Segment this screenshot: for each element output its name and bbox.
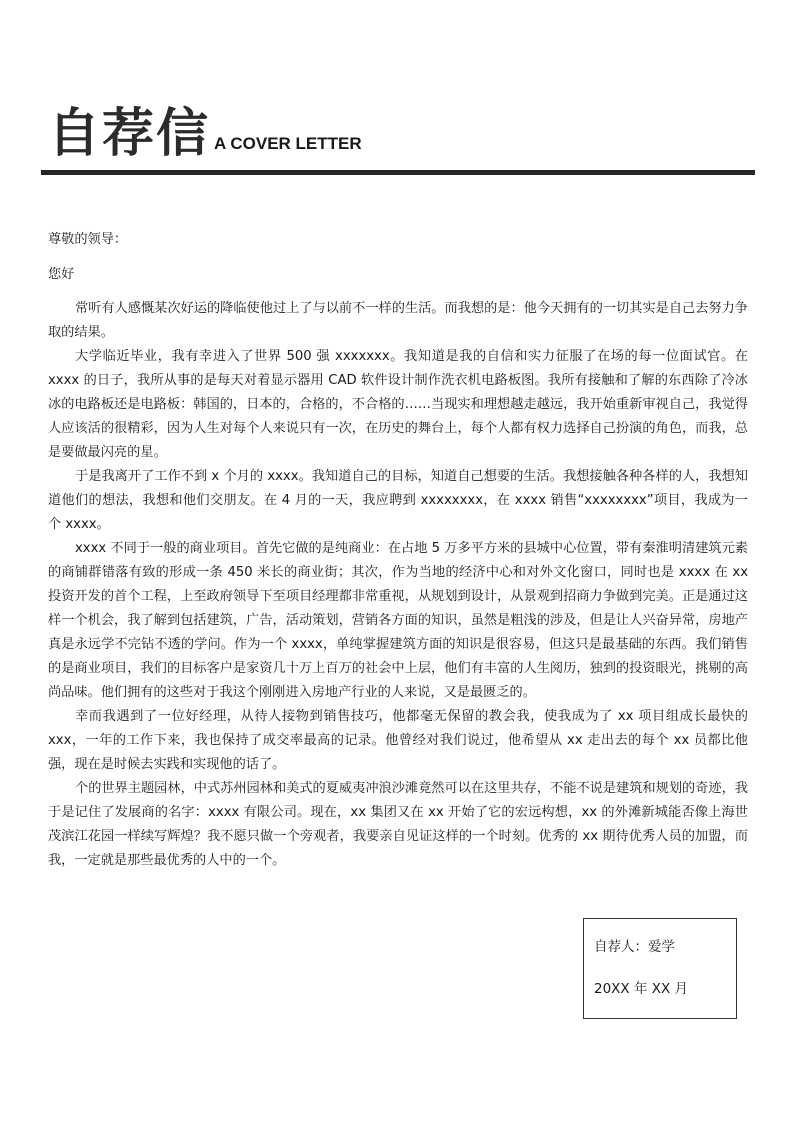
signature-name: 自荐人：爱学 xyxy=(594,939,675,955)
paragraph: xxxx 不同于一般的商业项目。首先它做的是纯商业：在占地 5 万多平方米的县城中心位置，带有秦淮明清建筑元素的商铺群错落有致的形成一条 450 米长的商业街；其次，作为当地的经济中心和对外文化窗口，同时也是 xxxx 在 xx 投资开发的首个工程，上至政府领导下至项目经理都非常重视，从规划到设计，从景观到招商力争做到完美。正是通过这样一个机会，我了解到包括建筑，广告，活动策划，营销各方面的知识，虽然是粗浅的涉及，但是让人兴奋异常，房地产真是永远学不完钻不透的学问。作为一个 xxxx，单纯掌握建筑方面的知识是很容易，但这只是最基础的东西。我们销售的是商业项目，我们的目标客户是家资几十万上百万的社会中上层，他们有丰富的人生阅历，独到的投资眼光，挑剔的高尚品味。他们拥有的这些对于我这个刚刚进入房地产行业的人来说，又是最匮乏的。 xyxy=(48,541,748,700)
header-divider xyxy=(41,170,755,175)
paragraph: 于是我离开了工作不到 x 个月的 xxxx。我知道自己的目标，知道自己想要的生活。我想接触各种各样的人，我想知道他们的想法，我想和他们交朋友。在 4 月的一天，我应聘到 xxxxxxxx，在 xxxx 销售“xxxxxxxx”项目，我成为一个 xxxx。 xyxy=(48,469,748,532)
paragraph: 个的世界主题园林，中式苏州园林和美式的夏威夷冲浪沙滩竟然可以在这里共存，不能不说是建筑和规划的奇迹，我于是记住了发展商的名字：xxxx 有限公司。现在，xx 集团又在 xx 开始了它的宏远构想，xx 的外滩新城能否像上海世茂滨江花园一样续写辉煌？我不愿只做一个旁观者，我要亲自见证这样的一个时刻。优秀的 xx 期待优秀人员的加盟，而我，一定就是那些最优秀的人中的一个。 xyxy=(48,781,748,868)
paragraph: 幸而我遇到了一位好经理，从待人接物到销售技巧，他都毫无保留的教会我，使我成为了 xx 项目组成长最快的 xxx，一年的工作下来，我也保持了成交率最高的记录。他曾经对我们说过，他希望从 xx 走出去的每个 xx 员都比他强，现在是时候去实践和实现他的话了。 xyxy=(48,709,748,772)
page-title: 自荐信 xyxy=(48,104,211,164)
greeting: 您好 xyxy=(48,267,75,282)
paragraph: 大学临近毕业，我有幸进入了世界 500 强 xxxxxxx。我知道是我的自信和实力征服了在场的每一位面试官。在 xxxx 的日子，我所从事的是每天对着显示器用 CAD 软件设计制作洗衣机电路板图。我所有接触和了解的东西除了冷冰冰的电路板还是电路板：韩国的，日本的，合格的，不合格的……当现实和理想越走越远，我开始重新审视自己，我觉得人应该活的很精彩，因为人生对每个人来说只有一次，在历史的舞台上，每个人都有权力选择自己扮演的角色，而我，总是要做最闪亮的星。 xyxy=(48,349,748,460)
signature-box xyxy=(583,918,737,1019)
letter-body xyxy=(48,228,748,873)
page-subtitle: A COVER LETTER xyxy=(214,134,362,153)
signature-date: 20XX 年 XX 月 xyxy=(594,981,689,997)
paragraph: 常听有人感慨某次好运的降临使他过上了与以前不一样的生活。而我想的是：他今天拥有的一切其实是自己去努力争取的结果。 xyxy=(48,301,748,340)
salutation: 尊敬的领导： xyxy=(48,232,128,247)
